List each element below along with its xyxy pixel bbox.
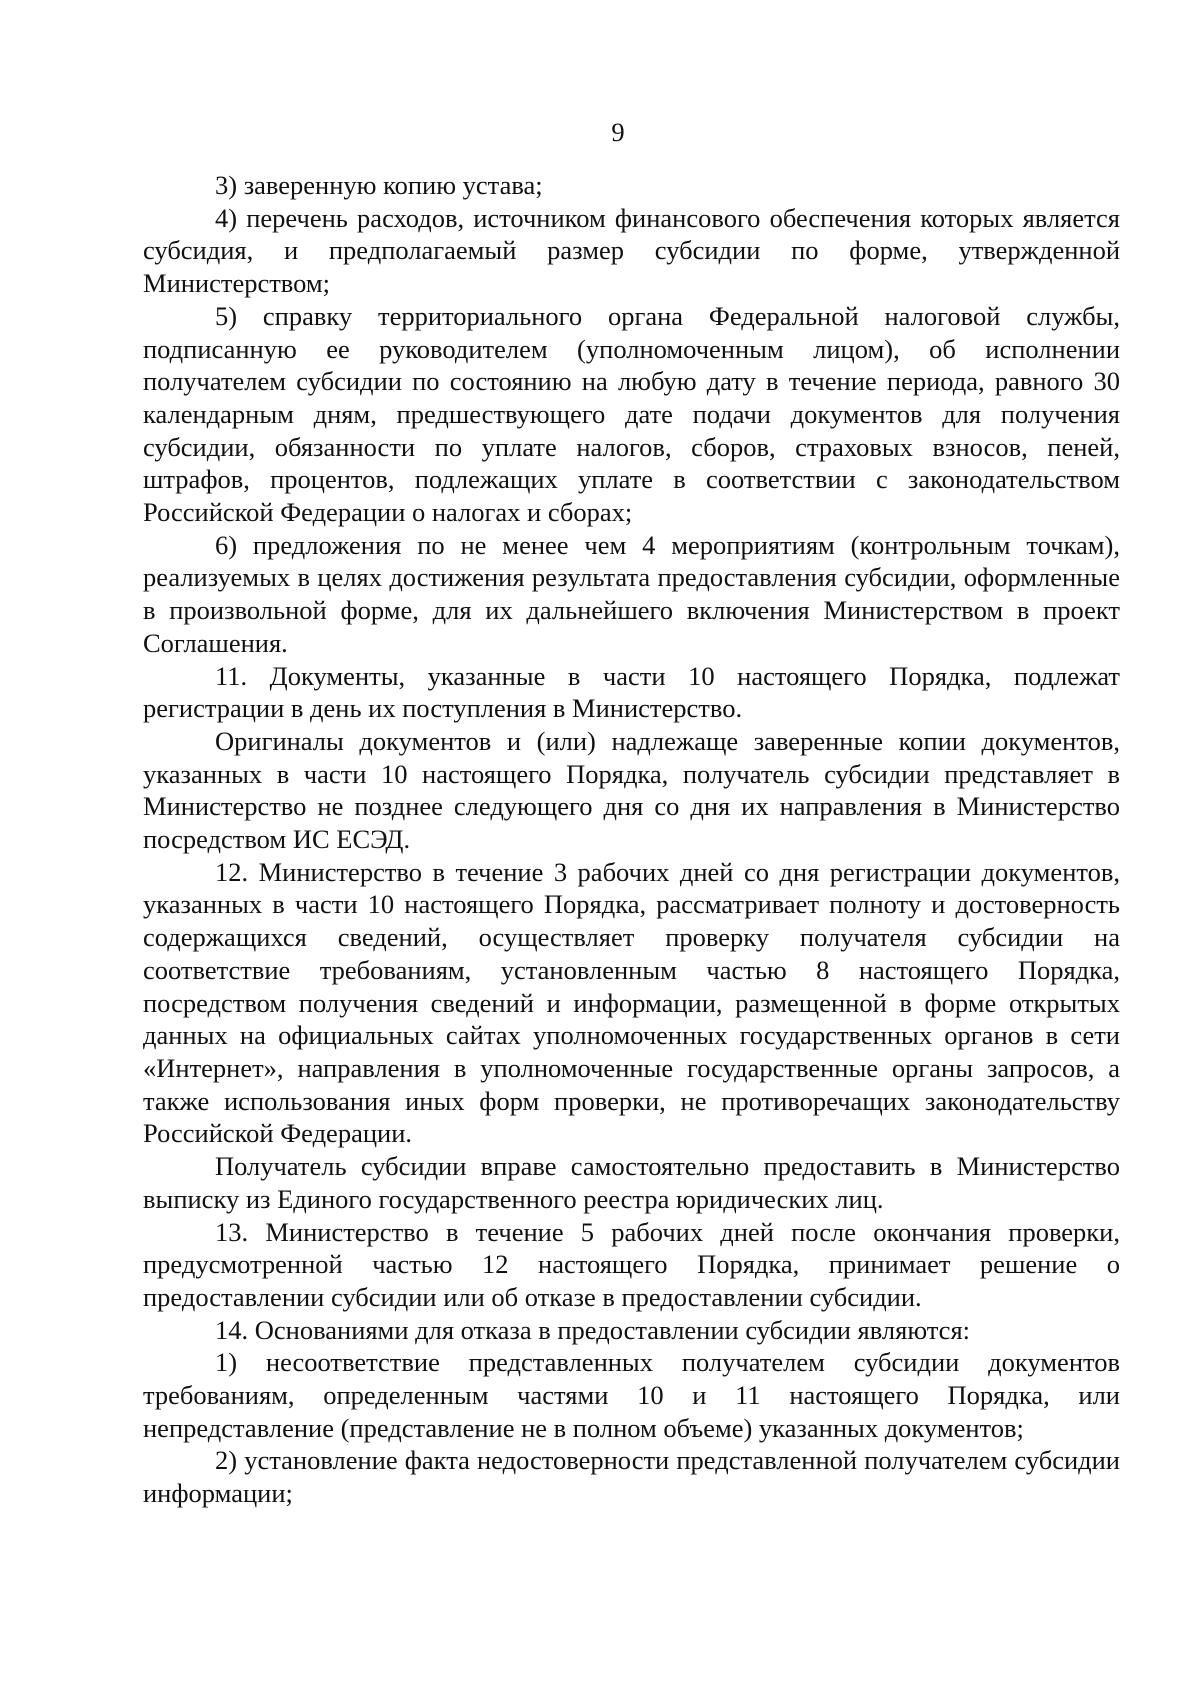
- page-number: 9: [611, 117, 625, 147]
- paragraph-recipient-right: Получатель субсидии вправе самостоятельно предоставить в Министерство выписку из Единого государственного реестра юридических лиц.: [143, 1151, 1120, 1214]
- paragraph-item-6: 6) предложения по не менее чем 4 мероприятиям (контрольным точкам), реализуемых в целях достижения результата предоставления субсидии, оформленные в произвольной форме, для их дальнейшего включения Министерством в проект Соглашения.: [143, 529, 1120, 658]
- paragraph-item-4: 4) перечень расходов, источником финансового обеспечения которых является субсидия, и предполагаемый размер субсидии по форме, утвержденной Министерством;: [143, 202, 1120, 299]
- paragraph-item-5: 5) справку территориального органа Федеральной налоговой службы, подписанную ее руководителем (уполномоченным лицом), об исполнении получателем субсидии по состоянию на любую дату в течение периода, равного 30 календарным дням, предшествующего дате подачи документов для получения субсидии, обязанности по уплате налогов, сборов, страховых взносов, пеней, штрафов, процентов, подлежащих уплате в соответствии с законодательством Российской Федерации о налогах и сборах;: [143, 300, 1120, 528]
- paragraph-reason-1: 1) несоответствие представленных получателем субсидии документов требованиям, определенным частями 10 и 11 настоящего Порядка, или непредставление (представление не в полном объеме) указанных документов;: [143, 1347, 1120, 1443]
- paragraph-originals: Оригиналы документов и (или) надлежаще заверенные копии документов, указанных в части 10 настоящего Порядка, получатель субсидии представляет в Министерство не позднее следующего дня со дня их направления в Министерство посредством ИС ЕСЭД.: [143, 725, 1120, 855]
- paragraph-section-12: 12. Министерство в течение 3 рабочих дней со дня регистрации документов, указанных в части 10 настоящего Порядка, рассматривает полноту и достоверность содержащихся сведений, осуществляет проверку получателя субсидии на соответствие требованиям, установленным частью 8 настоящего Порядка, посредством получения сведений и информации, размещенной в форме открытых данных на официальных сайтах уполномоченных государственных органов в сети «Интернет», направления в уполномоченные государственные органы запросов, а также использования иных форм проверки, не противоречащих законодательству Российской Федерации.: [143, 856, 1120, 1149]
- paragraph-item-3: 3) заверенную копию устава;: [215, 170, 543, 200]
- paragraph-section-11: 11. Документы, указанные в части 10 настоящего Порядка, подлежат регистрации в день их поступления в Министерство.: [143, 660, 1120, 724]
- document-body: [143, 169, 1120, 1510]
- paragraph-reason-2: 2) установление факта недостоверности представленной получателем субсидии информации;: [143, 1445, 1120, 1509]
- paragraph-section-14: 14. Основаниями для отказа в предоставлении субсидии являются:: [215, 1314, 970, 1345]
- paragraph-section-13: 13. Министерство в течение 5 рабочих дней после окончания проверки, предусмотренной частью 12 настоящего Порядка, принимает решение о предоставлении субсидии или об отказе в предоставлении субсидии.: [143, 1216, 1120, 1312]
